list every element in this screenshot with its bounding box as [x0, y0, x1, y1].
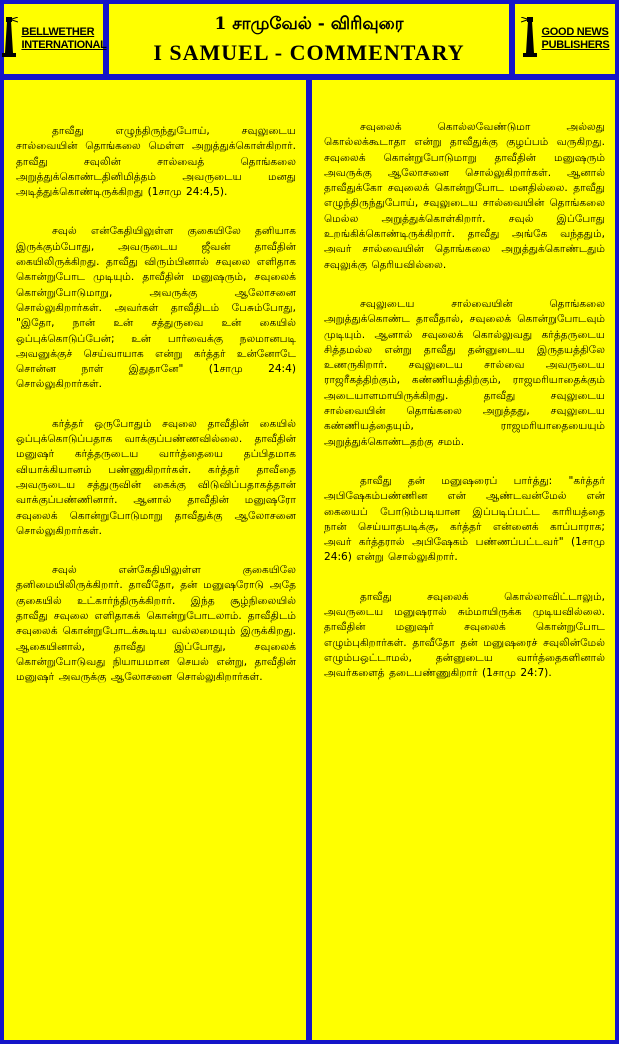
left-paragraph-4: சவுல் என்கேதியிலுள்ள குகையிலே தனிமையிலிருக்கிறார். தாவீதோ, தன் மனுஷரோடு அதே குகையில் உட்கார்ந்திருக்கிறார். இந்த சூழ்நிலையில் தாவீது சவுலை எளிதாகக் கொன்றுபோடலாம். தாவீதிடம் சவுலைக் கொன்றுபோடக்கூடிய வல்லமையும் இருக்கிறது. ஆகையினால், தாவீது இப்போது, சவுலைக் கொன்றுபோடுவது நியாயமான செயல் என்று, தாவீதின் மனுஷர் அவருக்கு ஆலோசனை சொல்லுகிறார்கள். — [16, 564, 296, 684]
right-column — [312, 80, 615, 1040]
logo-right-line1: GOOD NEWS — [541, 26, 609, 38]
logo-right-line2: PUBLISHERS — [541, 39, 610, 51]
lighthouse-icon — [521, 17, 539, 61]
left-paragraph-3: கர்த்தர் ஒருபோதும் சவுலை தாவீதின் கையில் ஒப்புக்கொடுப்பதாக வாக்குப்பண்ணவில்லை. தாவீதின் மனுஷர் கர்த்தருடைய வார்த்தையை தப்பிதமாக வியாக்கியானம் பண்ணுகிறார்கள். கர்த்தர் தாவீதை அவருடைய சத்துருவின் கைக்கு விடுவிப்பதாகத்தான் வாக்குப்பண்ணினார். ஆனால் தாவீதின் மனுஷரோ சவுலைக் கொன்றுபோடுமாறு தாவீதுக்கு ஆலோசனை சொல்லுகிறார்கள். — [16, 417, 296, 537]
bellwether-logo — [4, 4, 107, 74]
good-news-logo — [515, 4, 615, 74]
right-paragraph-1: சவுலைக் கொல்லவேண்டுமா அல்லது கொல்லக்கூடாதா என்று தாவீதுக்கு குழப்பம் வருகிறது. சவுலைக் கொன்றுபோடுமாறு தாவீதின் மனுஷரும் அவருக்கு ஆலோசனை சொல்லுகிறார்கள். ஆனால் தாவீதுக்கோ சவுலைக் கொன்றுபோட மனதில்லை. தாவீது எழுந்திருந்துபோய், சவுலுடைய சால்வையின் தொங்கலை மெல்ல அறுத்துக்கொள்கிறார். சவுல் இப்போது உறங்கிக்கொண்டிருக்கிறார். தாவீது அங்கே வந்ததும், அவர் சால்வையின் தொங்கலை அறுத்துக்கொண்டதும் சவுலுக்கு தெரியவில்லை. — [324, 121, 605, 271]
logo-left-line2: INTERNATIONAL — [21, 39, 107, 51]
lighthouse-icon — [0, 17, 18, 61]
left-column — [4, 80, 306, 1040]
logo-left-line1: BELLWETHER — [21, 26, 95, 38]
left-paragraph-2: சவுல் என்கேதியிலுள்ள குகையிலே தனியாக இருக்கும்போது, அவருடைய ஜீவன் தாவீதின் கையிலிருக்கிறது. தாவீது விரும்பினால் சவுலை எளிதாக கொன்றுபோட முடியும். தாவீதின் மனுஷரும், சவுலைக் கொன்றுபோடுமாறு, அவருக்கு ஆலோசனை சொல்லுகிறார்கள். அவர்கள் தாவீதிடம் பேசும்போது, "இதோ, நான் உன் சத்துருவை உன் கையில் ஒப்புக்கொடுப்பேன்; உன் பார்வைக்கு நலமானபடி அவனுக்குச் செய்வாயாக என்று கர்த்தர் உன்னோடே சொன்ன நாள் இதுதானே" (1சாமு 24:4) சொல்லுகிறார்கள். — [16, 225, 296, 391]
left-paragraph-1: தாவீது எழுந்திருந்துபோய், சவுலுடைய சால்வையின் தொங்கலை மெள்ள அறுத்துக்கொள்கிறார். தாவீது சவுலின் சால்வைத் தொங்கலை அறுத்துக்கொண்டதினிமித்தம் அவருடைய மனது அடித்துக்கொண்டிருக்கிறது (1சாமு 24:4,5). — [16, 125, 296, 199]
page-title-tamil: 1 சாமுவேல் - விரிவுரை — [214, 14, 404, 34]
right-paragraph-2: சவுலுடைய சால்வையின் தொங்கலை அறுத்துக்கொண்ட தாவீதால், சவுலைக் கொன்றுபோடவும் முடியும். ஆனால் சவுலைக் கொல்லுவது கர்த்தருடைய சித்தமல்ல என்று தாவீது தன்னுடைய இருதயத்திலே உணருகிறார். சவுலுடைய சால்வை அவருடைய ராஜரீகத்திற்கும், கண்ணியத்திற்கும், ராஜமரியாதைக்கும் அடையாளமாயிருக்கிறது. தாவீது சவுலுடைய சால்வையின் தொங்கலை அறுத்தது, சவுலுடைய கண்ணியத்தையும், ராஜமரியாதையையும் அறுத்துக்கொண்டதற்கு சமம். — [324, 297, 605, 448]
right-paragraph-4: தாவீது சவுலைக் கொல்லாவிட்டாலும், அவருடைய மனுஷரால் சும்மாயிருக்க முடியவில்லை. தாவீதின் மனுஷர் சவுலைக் கொன்றுபோட எழும்புகிறார்கள். தாவீதோ தன் மனுஷரைச் சவுலின்மேல் எழும்பஒட்டாமல், தன்னுடைய வார்த்தைகளினால் அவர்களைத் தடைபண்ணுகிறார் (1சாமு 24:7). — [324, 590, 605, 680]
header-title-box — [109, 4, 509, 74]
page-title-english: I SAMUEL - COMMENTARY — [153, 40, 465, 65]
right-paragraph-3: தாவீது தன் மனுஷரைப் பார்த்து: "கர்த்தர் அபிஷேகம்பண்ணின என் ஆண்டவன்மேல் என் கையைப் போடும்படியான இப்படிப்பட்ட காரியத்தை நான் செய்யாதபடிக்கு, கர்த்தர் என்னைக் காப்பாராக; அவர் கர்த்தரால் அபிஷேகம் பண்ணப்பட்டவர்" (1சாமு 24:6) என்று சொல்லுகிறார். — [324, 474, 605, 564]
